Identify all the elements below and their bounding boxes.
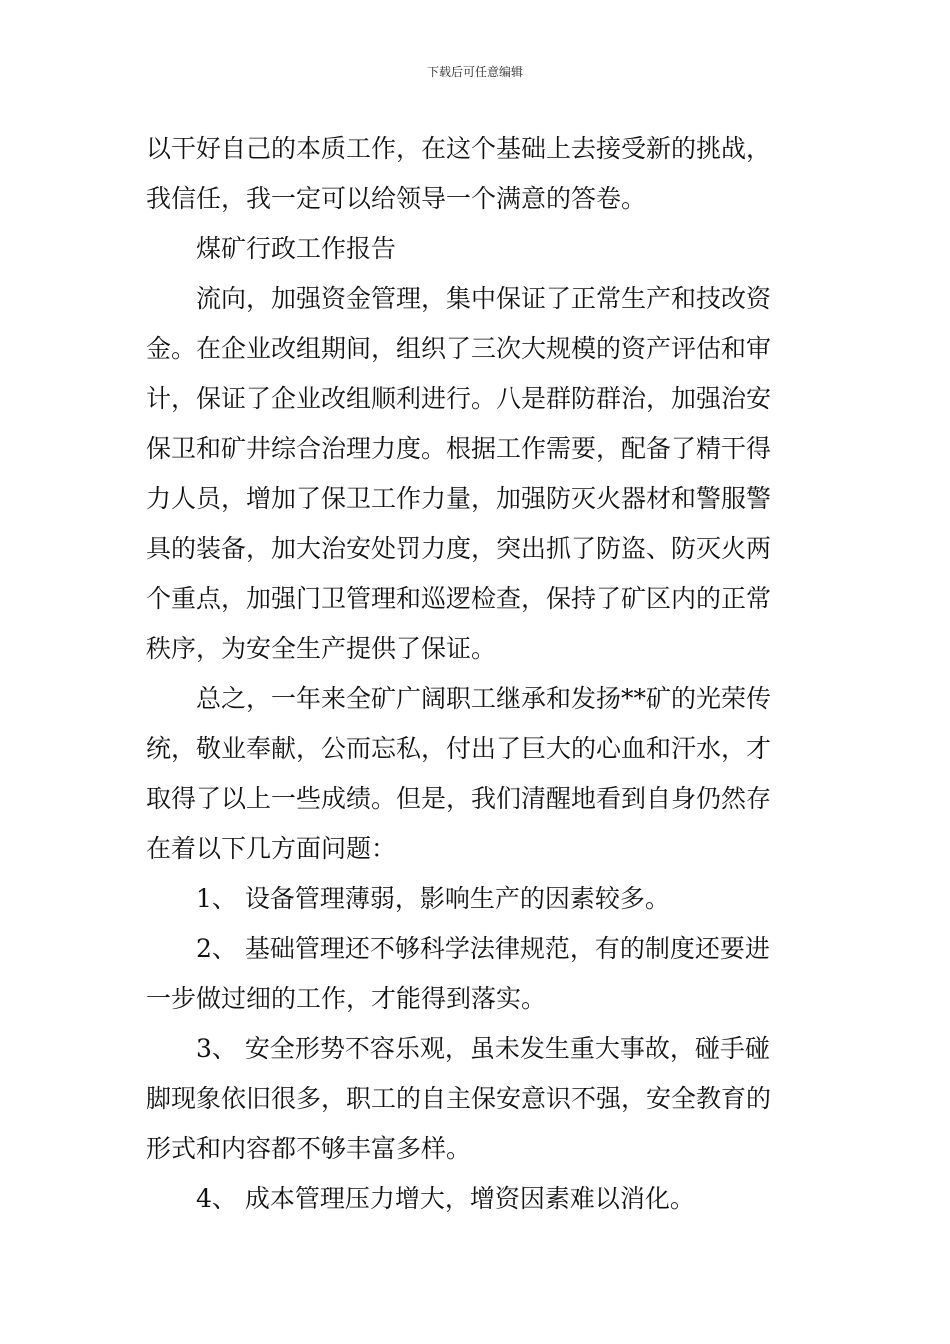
text-line: 一步做过细的工作，才能得到落实。 [146,984,547,1013]
text-line: 金。在企业改组期间，组织了三次大规模的资产评估和审 [146,334,772,363]
list-item-2: 2、 基础管理还不够科学法律规范，有的制度还要进 [196,934,770,963]
text-line: 具的装备，加大治安处罚力度，突出抓了防盗、防灭火两 [146,534,772,563]
list-item-1: 1、 设备管理薄弱，影响生产的因素较多。 [196,884,670,913]
text-line: 计，保证了企业改组顺利进行。八是群防群治，加强治安 [146,384,772,413]
list-item-3: 3、 安全形势不容乐观，虽未发生重大事故，碰手碰 [196,1034,770,1063]
text-line: 取得了以上一些成绩。但是，我们清醒地看到自身仍然存 [146,784,772,813]
text-line: 个重点，加强门卫管理和巡逻检查，保持了矿区内的正常 [146,584,772,613]
page-header-note: 下载后可任意编辑 [426,65,523,79]
text-line: 流向，加强资金管理，集中保证了正常生产和技改资 [196,284,772,313]
text-line: 在着以下几方面问题： [146,834,397,863]
list-item-4: 4、 成本管理压力增大，增资因素难以消化。 [196,1184,695,1213]
text-line: 脚现象依旧很多，职工的自主保安意识不强，安全教育的 [146,1084,772,1113]
text-line: 保卫和矿井综合治理力度。根据工作需要，配备了精干得 [146,434,772,463]
document-body [146,124,812,1224]
text-line: 以干好自己的本质工作，在这个基础上去接受新的挑战， [146,134,772,163]
text-line: 秩序，为安全生产提供了保证。 [146,634,497,663]
text-line: 总之，一年来全矿广阔职工继承和发扬**矿的光荣传 [196,684,772,713]
section-title: 煤矿行政工作报告 [196,234,397,263]
text-line: 我信任，我一定可以给领导一个满意的答卷。 [146,184,647,213]
text-line: 形式和内容都不够丰富多样。 [146,1134,472,1163]
text-line: 统，敬业奉献，公而忘私，付出了巨大的心血和汗水，才 [146,734,772,763]
text-line: 力人员，增加了保卫工作力量，加强防灭火器材和警服警 [146,484,772,513]
